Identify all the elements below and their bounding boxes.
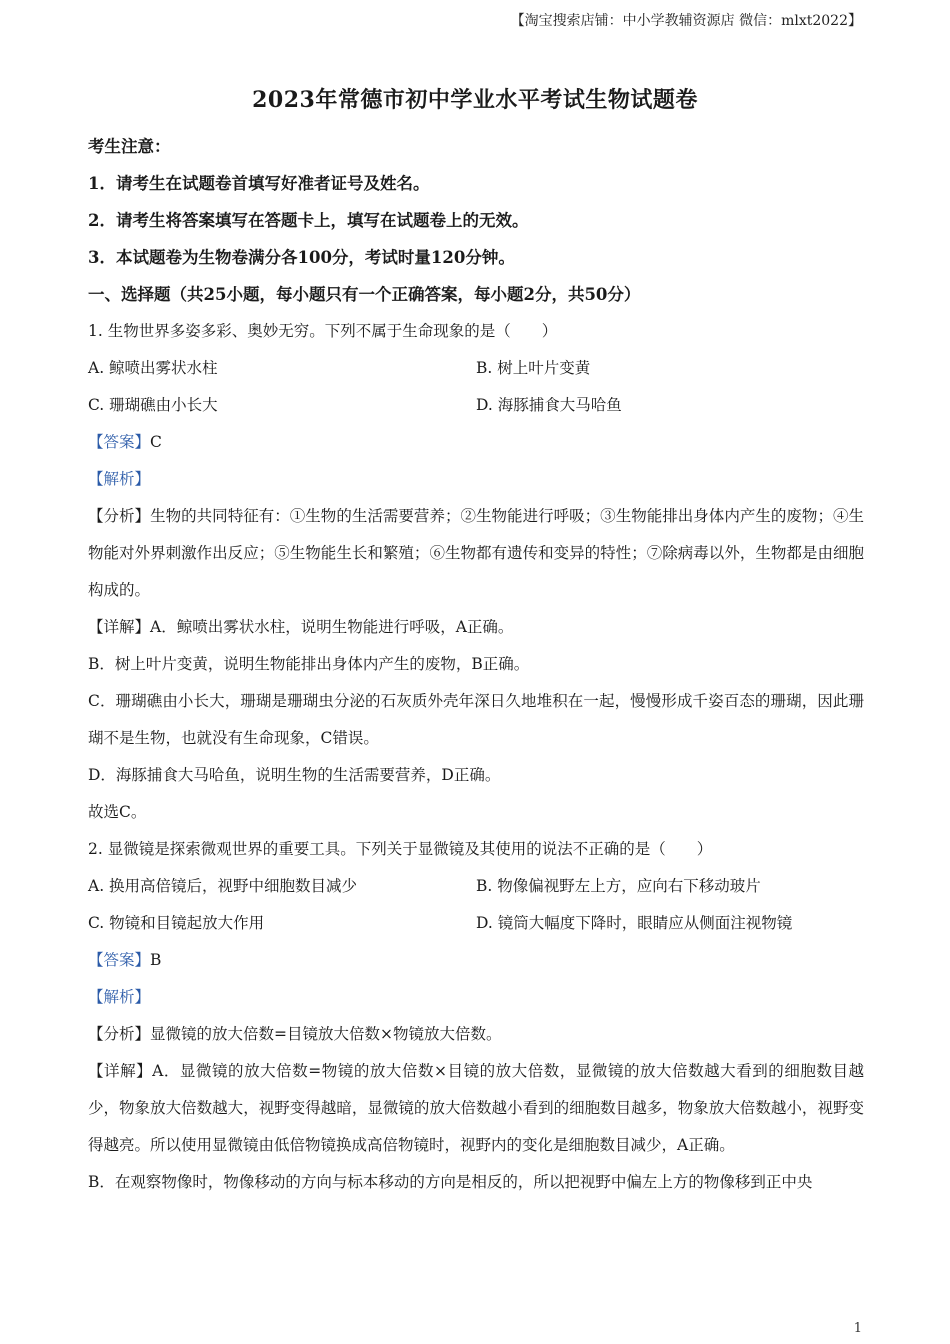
notice-item: 3．本试题卷为生物卷满分各100分，考试时量120分钟。 xyxy=(88,248,515,267)
notice-item: 1．请考生在试题卷首填写好准者证号及姓名。 xyxy=(88,174,430,193)
fenxi-tag: 【分析】 xyxy=(88,507,151,525)
detail-b: B．在观察物像时，物像移动的方向与标本移动的方向是相反的，所以把视野中偏左上方的物像移到正中央 xyxy=(88,1173,813,1191)
option-b: B. 树上叶片变黄 xyxy=(476,359,591,377)
option-row xyxy=(88,905,864,942)
answer-value: B xyxy=(150,951,162,969)
answer-line xyxy=(88,942,864,979)
option-c: C. 物镜和目镜起放大作用 xyxy=(88,914,265,932)
notice-heading: 考生注意： xyxy=(88,137,171,156)
answer-tag: 【答案】 xyxy=(88,951,151,969)
answer-value: C xyxy=(150,433,162,451)
detail-tag: 【详解】 xyxy=(88,1062,153,1080)
detail-line xyxy=(88,609,864,646)
detail-b: B．树上叶片变黄，说明生物能排出身体内产生的废物，B正确。 xyxy=(88,655,530,673)
page-number: 1 xyxy=(853,1321,862,1336)
analysis-paragraph xyxy=(88,1016,864,1053)
page-title: 2023年常德市初中学业水平考试生物试题卷 xyxy=(252,87,698,113)
fenxi-text: 显微镜的放大倍数=目镜放大倍数×物镜放大倍数。 xyxy=(150,1025,502,1043)
notice-item: 2．请考生将答案填写在答题卡上，填写在试题卷上的无效。 xyxy=(88,211,529,230)
fenxi-tag: 【分析】 xyxy=(88,1025,151,1043)
option-a: A. 鲸喷出雾状水柱 xyxy=(88,359,218,377)
option-b: B. 物像偏视野左上方，应向右下移动玻片 xyxy=(476,877,761,895)
option-d: D. 海豚捕食大马哈鱼 xyxy=(476,396,622,414)
conclusion: 故选C。 xyxy=(88,803,147,821)
fenxi-text: 生物的共同特征有：①生物的生活需要营养；②生物能进行呼吸；③生物能排出身体内产生的废物；④生物能对外界刺激作出反应；⑤生物能生长和繁殖；⑥生物都有遗传和变异的特性；⑦除病毒以外，生物都是由细胞构成的。 xyxy=(88,507,864,599)
option-d: D. 镜筒大幅度下降时，眼睛应从侧面注视物镜 xyxy=(476,914,793,932)
analysis-tag: 【解析】 xyxy=(88,988,151,1006)
detail-text: A．鲸喷出雾状水柱，说明生物能进行呼吸，A正确。 xyxy=(150,618,514,636)
answer-line xyxy=(88,424,864,461)
detail-paragraph xyxy=(88,1053,864,1164)
analysis-tag: 【解析】 xyxy=(88,470,151,488)
question-stem: 2. 显微镜是探索微观世界的重要工具。下列关于显微镜及其使用的说法不正确的是（ ） xyxy=(88,840,713,858)
question-stem: 1. 生物世界多姿多彩、奥妙无穷。下列不属于生命现象的是（ ） xyxy=(88,322,558,340)
option-a: A. 换用高倍镜后，视野中细胞数目减少 xyxy=(88,877,358,895)
option-row xyxy=(88,868,864,905)
detail-tag: 【详解】 xyxy=(88,618,151,636)
option-row xyxy=(88,387,864,424)
analysis-paragraph xyxy=(88,498,864,609)
document-body xyxy=(88,128,864,1201)
option-row xyxy=(88,350,864,387)
detail-text: A．显微镜的放大倍数=物镜的放大倍数×目镜的放大倍数，显微镜的放大倍数越大看到的细胞数目越少，物象放大倍数越大，视野变得越暗，显微镜的放大倍数越小看到的细胞数目越多，物象放大倍数越小，视野变得越亮。所以使用显微镜由低倍物镜换成高倍物镜时，视野内的变化是细胞数目减少，A正确。 xyxy=(88,1062,864,1154)
option-c: C. 珊瑚礁由小长大 xyxy=(88,396,218,414)
detail-c: C．珊瑚礁由小长大，珊瑚是珊瑚虫分泌的石灰质外壳年深日久地堆积在一起，慢慢形成千姿百态的珊瑚，因此珊瑚不是生物，也就没有生命现象，C错误。 xyxy=(88,692,864,747)
answer-tag: 【答案】 xyxy=(88,433,151,451)
header-watermark: 【淘宝搜索店铺：中小学教辅资源店 微信：mlxt2022】 xyxy=(510,13,862,29)
detail-d: D．海豚捕食大马哈鱼，说明生物的生活需要营养，D正确。 xyxy=(88,766,501,784)
section-heading: 一、选择题（共25小题，每小题只有一个正确答案，每小题2分，共50分） xyxy=(88,285,641,304)
